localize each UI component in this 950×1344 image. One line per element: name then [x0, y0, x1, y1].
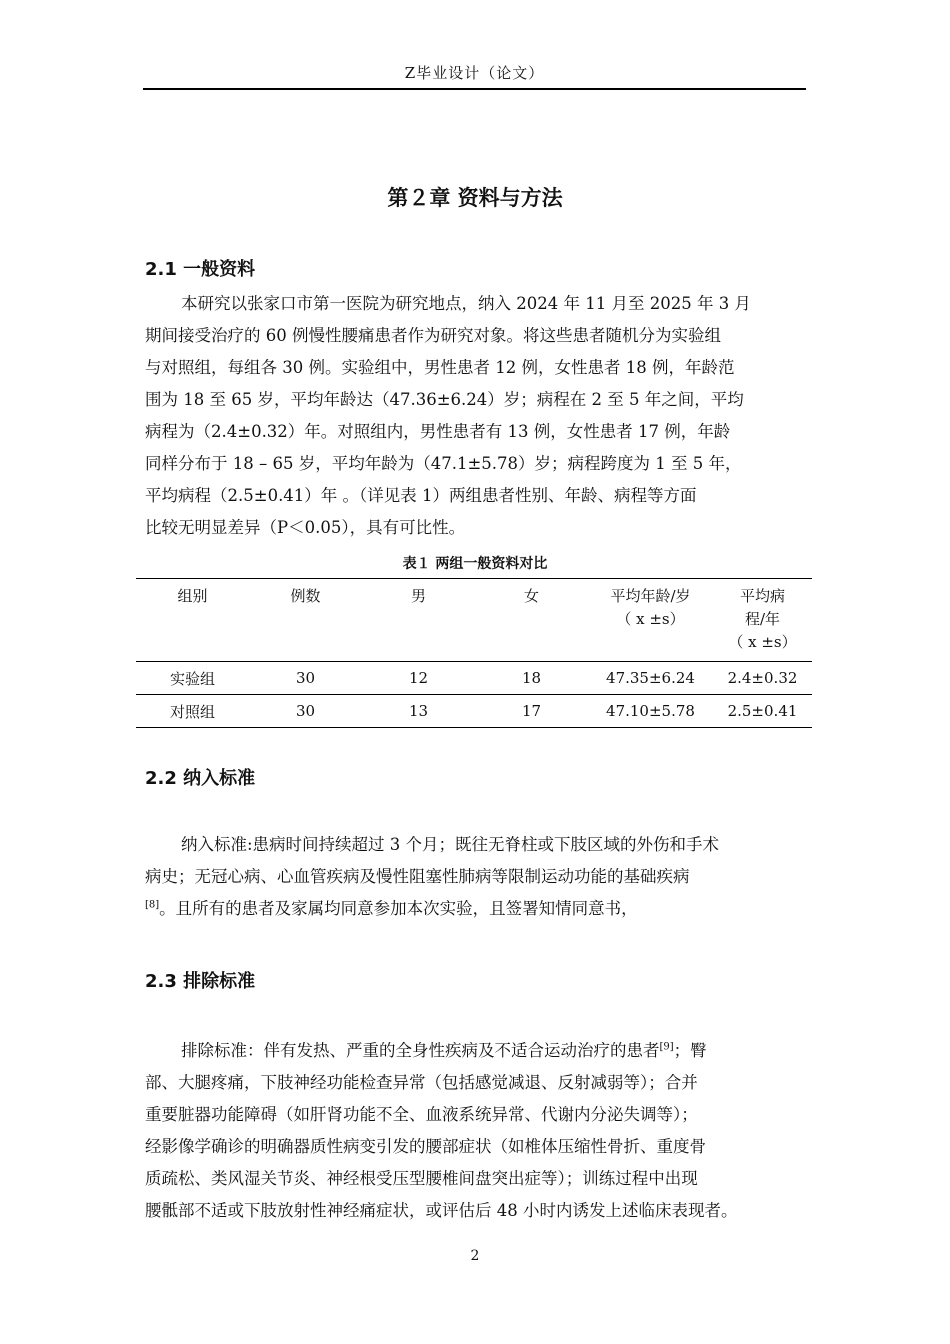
paragraph-line: 平均病程（2.5±0.41）年 。（详见表 1）两组患者性别、年龄、病程等方面: [145, 486, 697, 505]
paragraph-text: ；臀: [673, 1041, 707, 1060]
paragraph-line: 腰骶部不适或下肢放射性神经痛症状，或评估后 48 小时内诱发上述临床表现者。: [145, 1201, 738, 1220]
citation-8: [8]: [145, 899, 160, 911]
paragraph-line: 病程为（2.4±0.32）年。对照组内，男性患者有 13 例，女性患者 17 例，年龄: [145, 422, 731, 441]
cell-age: 47.35±6.24: [606, 669, 695, 687]
paragraph-line: 质疏松、类风湿关节炎、神经根受压型腰椎间盘突出症等）；训练过程中出现: [145, 1169, 698, 1188]
citation-9: [9]: [659, 1041, 674, 1053]
cell-group: 实验组: [169, 669, 215, 688]
table-header-row: [136, 579, 812, 662]
cell-group: 对照组: [169, 702, 215, 721]
section-heading-2-2: 2.2 纳入标准: [145, 768, 256, 789]
cell-course: 2.4±0.32: [727, 669, 798, 687]
paragraph-line: 本研究以张家口市第一医院为研究地点，纳入 2024 年 11 月至 2025 年 3 月: [181, 294, 751, 313]
section-2-2-paragraph: [145, 829, 810, 925]
paragraph-line: 纳入标准:患病时间持续超过 3 个月；既往无脊柱或下肢区域的外伤和手术: [181, 835, 720, 854]
header-course-line2: 程/年: [744, 610, 781, 628]
header-rule: [143, 88, 806, 90]
cell-female: 18: [521, 669, 542, 687]
paragraph-line: 围为 18 至 65 岁，平均年龄达（47.36±6.24）岁；病程在 2 至 5 年之间，平均: [145, 390, 744, 409]
comparison-table: [136, 578, 812, 728]
table-row: [136, 662, 812, 695]
cell-male: 13: [408, 702, 429, 720]
cell-female: 17: [521, 702, 542, 720]
chapter-title: 第２章 资料与方法: [387, 186, 563, 210]
section-heading-2-3: 2.3 排除标准: [145, 971, 256, 992]
paragraph-line: 部、大腿疼痛，下肢神经功能检查异常（包括感觉减退、反射减弱等）；合并: [145, 1073, 698, 1092]
header-mean-age: [588, 579, 713, 662]
header-male: 男: [410, 587, 426, 605]
page-number: 2: [470, 1248, 480, 1264]
section-heading-2-1: 2.1 一般资料: [145, 259, 256, 280]
paragraph-line: 经影像学确诊的明确器质性病变引发的腰部症状（如椎体压缩性骨折、重度骨: [145, 1137, 706, 1156]
paragraph-line: 同样分布于 18 – 65 岁，平均年龄为（47.1±5.78）岁；病程跨度为 1 至 5 年，: [145, 454, 742, 473]
paragraph-line: 重要脏器功能障碍（如肝肾功能不全、血液系统异常、代谢内分泌失调等）；: [145, 1105, 698, 1124]
header-mean-age-line1: 平均年龄/岁: [610, 587, 691, 605]
paragraph-line: 病史；无冠心病、心血管疾病及慢性阻塞性肺病等限制运动功能的基础疾病: [145, 867, 690, 886]
paragraph-text: 排除标准：伴有发热、严重的全身性疾病及不适合运动治疗的患者: [181, 1041, 660, 1060]
cell-count: 30: [295, 669, 316, 687]
running-header: Z毕业设计（论文）: [404, 64, 545, 82]
header-count: 例数: [290, 587, 321, 605]
paragraph-line: 与对照组，每组各 30 例。实验组中，男性患者 12 例，女性患者 18 例，年龄范: [145, 358, 735, 377]
table-row: [136, 695, 812, 728]
paragraph-line: [145, 1035, 810, 1067]
cell-count: 30: [295, 702, 316, 720]
section-2-1-paragraph: [145, 288, 810, 544]
paragraph-text: 。且所有的患者及家属均同意参加本次实验，且签署知情同意书，: [159, 899, 638, 918]
header-group: 组别: [177, 587, 208, 605]
section-2-3-paragraph: [145, 1035, 810, 1227]
header-course-line1: 平均病: [739, 587, 785, 605]
header-mean-course: [713, 579, 812, 662]
cell-male: 12: [408, 669, 429, 687]
header-mean-age-line2: （ x ±s）: [616, 610, 685, 628]
header-course-line3: （ x ±s）: [728, 633, 797, 651]
cell-course: 2.5±0.41: [727, 702, 798, 720]
table-caption: 表１ 两组一般资料对比: [402, 556, 548, 572]
cell-age: 47.10±5.78: [606, 702, 695, 720]
header-female: 女: [523, 587, 539, 605]
paragraph-line: [145, 893, 810, 925]
paragraph-line: 期间接受治疗的 60 例慢性腰痛患者作为研究对象。将这些患者随机分为实验组: [145, 326, 721, 345]
paragraph-line: 比较无明显差异（P＜0.05），具有可比性。: [145, 518, 466, 537]
